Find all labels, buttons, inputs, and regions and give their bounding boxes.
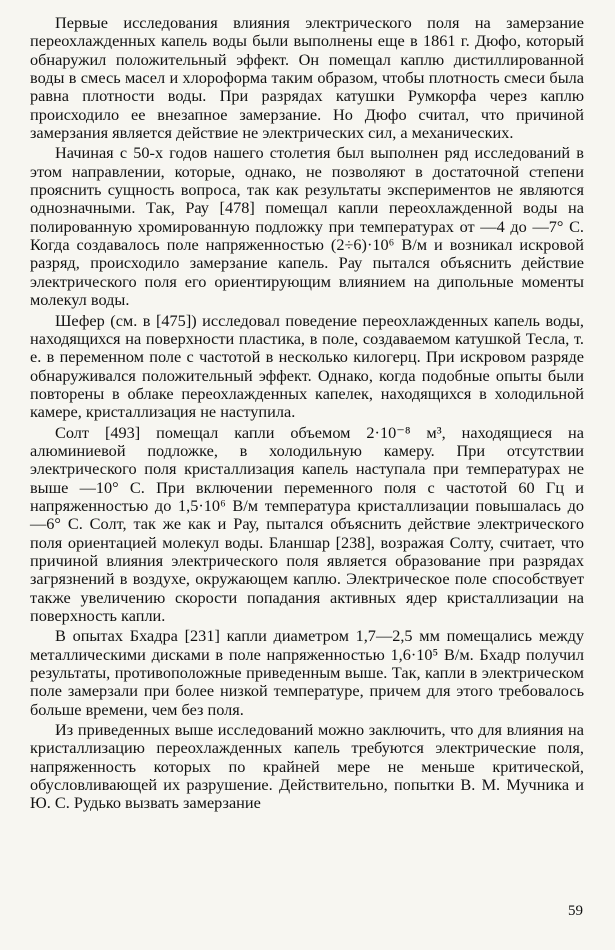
paragraph-rau: Начиная с 50-х годов нашего столетия был выполнен ряд исследований в этом направлении, которые, однако, не позволяют в достаточной степени прояснить сущность вопроса, так как результаты экспериментов не являются однозначными. Так, Рау [478] помещал капли переохлажденной воды на полированную хромированную подложку при температурах от —4 до —7° С. Когда создавалось поле напряженностью (2÷6)·10⁶ В/м и возникал искровой разряд, происходило замерзание капель. Рау пытался объяснить действие электрического поля его ориентирующим влиянием на дипольные моменты молекул воды. <box>30 143 584 310</box>
paragraph-dufour: Первые исследования влияния электрического поля на замерзание переохлажденных капель воды были выполнены еще в 1861 г. Дюфо, который обнаружил положительный эффект. Он помещал каплю дистиллированной воды в смесь масел и хлороформа таким образом, чтобы плотность смеси была равна плотности воды. При разрядах катушки Румкорфа через каплю происходило ее внезапное замерзание. Но Дюфо считал, что причиной замерзания является действие не электрических сил, а механических. <box>30 13 584 143</box>
body-text <box>30 14 584 813</box>
paragraph-schaefer: Шефер (см. в [475]) исследовал поведение переохлажденных капель воды, находящихся на поверхности пластика, в поле, создаваемом катушкой Тесла, т. е. в переменном поле с частотой в несколько килогерц. При искровом разряде обнаруживался положительный эффект. Однако, когда подобные опыты были повторены в облаке переохлажденных капелек, находящихся в холодильной камере, кристаллизация не наступила. <box>30 310 584 422</box>
paragraph-conclusion: Из приведенных выше исследований можно заключить, что для влияния на кристаллизацию переохлажденных капель требуются электрические поля, напряженность которых по крайней мере не меньше критической, обусловливающей их разрушение. Действительно, попытки В. М. Мучника и Ю. С. Рудько вызвать замерзание <box>30 720 584 813</box>
paragraph-salt: Солт [493] помещал капли объемом 2·10⁻⁸ м³, находящиеся на алюминиевой подложке, в холодильную камеру. При отсутствии электрического поля кристаллизация капель наступала при температурах не выше —10° С. При включении переменного поля с частотой 60 Гц и напряженностью до 1,5·10⁶ В/м температура кристаллизации повышалась до —6° С. Солт, так же как и Рау, пытался объяснить действие электрического поля ориентацией молекул воды. Бланшар [238], возражая Солту, считает, что причиной влияния электрического поля является образование при разрядах загрязнений в воздухе, окружающем каплю. Электрическое поле способствует также увеличению скорости попадания активных ядер кристаллизации на поверхность капли. <box>30 422 584 625</box>
page-number: 59 <box>568 903 583 919</box>
paragraph-bhadra: В опытах Бхадра [231] капли диаметром 1,7—2,5 мм помещались между металлическими дисками в поле напряженностью 1,6·10⁵ В/м. Бхадр получил результаты, противоположные приведенным выше. Так, капли в электрическом поле замерзали при более низкой температуре, причем для этого требовалось больше времени, чем без поля. <box>30 626 584 719</box>
